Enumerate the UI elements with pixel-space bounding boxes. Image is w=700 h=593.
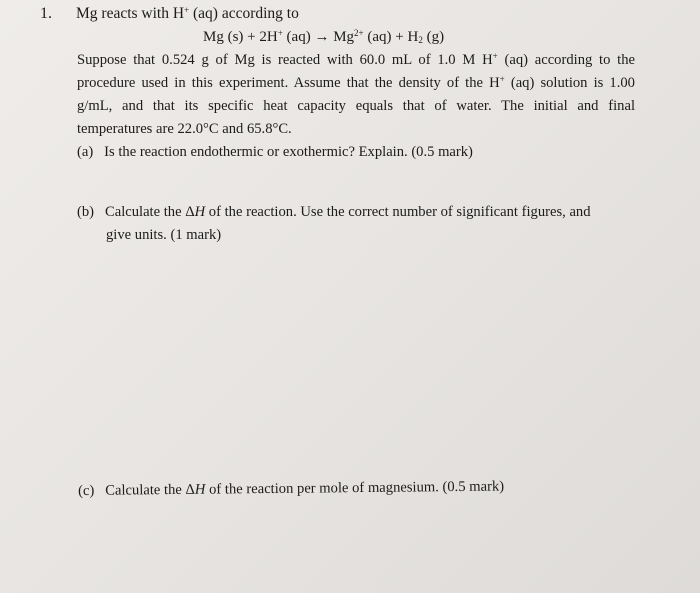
eq-right2: (g) xyxy=(422,29,445,45)
intro-suffix: (aq) according to xyxy=(189,5,299,22)
part-b-text-pre: Calculate the Δ xyxy=(104,204,195,220)
part-b-label: (b) xyxy=(77,204,95,220)
part-c-text-post: of the reaction per mole of magnesium. (0.5 mark) xyxy=(205,478,505,498)
question-number: 1. xyxy=(40,5,52,22)
question-intro xyxy=(76,5,299,23)
eq-left1: Mg (s) + 2H xyxy=(203,29,278,45)
intro-prefix: Mg reacts with H xyxy=(76,5,185,22)
eq-right1: (aq) + H xyxy=(363,29,419,45)
part-a xyxy=(77,143,473,161)
part-c xyxy=(78,478,504,500)
body-line-4: temperatures are 22.0°C and 65.8°C. xyxy=(77,121,292,137)
part-c-text-var: H xyxy=(194,481,206,498)
part-c-label: (c) xyxy=(78,482,95,499)
body-line-3: g/mL, and that its specific heat capacity equals that of water. The initial and final xyxy=(77,98,635,114)
body-line-2-end: (aq) solution is 1.00 xyxy=(504,75,635,91)
body-line-1-text: Suppose that 0.524 g of Mg is reacted with 60.0 mL of 1.0 M H xyxy=(77,52,493,68)
eq-sup2: 2+ xyxy=(354,28,364,38)
reaction-equation xyxy=(203,28,444,46)
body-line-1-end: (aq) according to the xyxy=(497,52,635,68)
part-b-text-var: H xyxy=(194,204,206,220)
eq-left2: (aq) → Mg xyxy=(282,29,355,45)
part-b xyxy=(77,203,591,221)
body-line-1 xyxy=(77,51,635,69)
body-line-2 xyxy=(77,74,635,92)
part-a-label: (a) xyxy=(77,144,94,160)
part-c-text-pre: Calculate the Δ xyxy=(105,481,195,499)
part-b-text-post: of the reaction. Use the correct number of significant figures, and xyxy=(205,204,591,220)
body-line-1-sup: + xyxy=(492,51,498,61)
eq-sub1: 2 xyxy=(418,35,423,45)
eq-sup1: + xyxy=(277,28,283,38)
intro-sup: + xyxy=(184,5,190,15)
body-line-2-text: procedure used in this experiment. Assume that the density of the H xyxy=(77,75,500,91)
part-a-text: Is the reaction endothermic or exothermic? Explain. (0.5 mark) xyxy=(104,144,473,160)
body-line-2-sup: + xyxy=(499,74,505,84)
part-b-line-2: give units. (1 mark) xyxy=(106,227,222,243)
